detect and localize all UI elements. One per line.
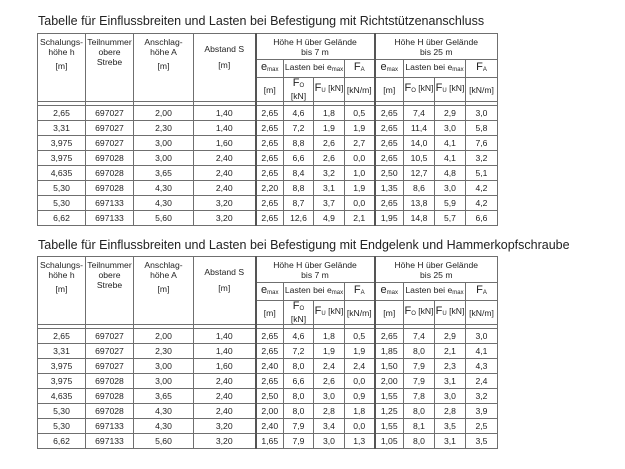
table-cell: 3,5 xyxy=(466,434,498,449)
table-cell: 2,50 xyxy=(256,389,284,404)
table-cell: 3,2 xyxy=(314,166,345,181)
table-row xyxy=(38,136,498,151)
table-cell: 2,9 xyxy=(435,329,466,344)
table-cell: 2,6 xyxy=(314,151,345,166)
table-cell: 697028 xyxy=(86,374,134,389)
table-cell: 697027 xyxy=(86,344,134,359)
table-cell: 3,0 xyxy=(466,106,498,121)
table-cell: 4,6 xyxy=(284,106,314,121)
table-cell: 3,00 xyxy=(134,374,194,389)
table-cell: 2,40 xyxy=(194,181,256,196)
table-cell: 2,8 xyxy=(435,404,466,419)
table-cell: 2,50 xyxy=(375,166,404,181)
table-cell: 8,0 xyxy=(284,404,314,419)
table-cell: 4,6 xyxy=(284,329,314,344)
table-cell: 3,20 xyxy=(194,211,256,226)
table-1 xyxy=(37,33,498,226)
table-cell: 4,1 xyxy=(435,151,466,166)
table-cell: 2,3 xyxy=(435,359,466,374)
table-cell: 697133 xyxy=(86,196,134,211)
table-cell: 4,1 xyxy=(466,344,498,359)
table-cell: 7,2 xyxy=(284,344,314,359)
table-cell: 1,9 xyxy=(314,121,345,136)
table-cell: 1,40 xyxy=(194,344,256,359)
table-cell: 3,2 xyxy=(466,151,498,166)
table-cell: 7,9 xyxy=(284,434,314,449)
table-row xyxy=(38,211,498,226)
table-cell: 7,4 xyxy=(404,329,435,344)
table-cell: 2,00 xyxy=(134,329,194,344)
header-e-max: emax xyxy=(256,60,284,78)
table-cell: 1,3 xyxy=(345,434,375,449)
table-cell: 8,7 xyxy=(284,196,314,211)
unit-fu: FU [kN] xyxy=(314,301,345,325)
table-cell: 0,0 xyxy=(345,374,375,389)
table-cell: 697028 xyxy=(86,389,134,404)
table-cell: 2,1 xyxy=(345,211,375,226)
table-row xyxy=(38,374,498,389)
table-row xyxy=(38,434,498,449)
unit-kn-m: [kN/m] xyxy=(466,301,498,325)
table-row xyxy=(38,389,498,404)
table-cell: 2,65 xyxy=(256,196,284,211)
table-cell: 2,65 xyxy=(256,374,284,389)
table-cell: 8,8 xyxy=(284,136,314,151)
table-cell: 3,2 xyxy=(466,389,498,404)
table-cell: 2,65 xyxy=(375,106,404,121)
table-cell: 8,0 xyxy=(404,434,435,449)
unit-m: [m] xyxy=(375,301,404,325)
table-cell: 3,20 xyxy=(194,196,256,211)
table-cell: 11,4 xyxy=(404,121,435,136)
table-cell: 2,65 xyxy=(375,329,404,344)
table-cell: 5,30 xyxy=(38,404,86,419)
table-cell: 2,8 xyxy=(314,404,345,419)
header-anschlaghoehe: Anschlag- höhe A [m] xyxy=(134,34,194,102)
table-row xyxy=(38,106,498,121)
header-teilnummer: Teilnummer obere Strebe xyxy=(86,257,134,325)
table-cell: 1,8 xyxy=(314,329,345,344)
table-cell: 4,635 xyxy=(38,389,86,404)
table-cell: 2,00 xyxy=(134,106,194,121)
header-abstand: Abstand S [m] xyxy=(194,34,256,102)
header-group-7m: Höhe H über Gelände bis 7 m xyxy=(256,257,375,283)
table-cell: 1,05 xyxy=(375,434,404,449)
table-cell: 3,31 xyxy=(38,121,86,136)
table-cell: 3,0 xyxy=(435,121,466,136)
table-cell: 4,2 xyxy=(466,196,498,211)
unit-fu: FU [kN] xyxy=(435,301,466,325)
header-abstand: Abstand S [m] xyxy=(194,257,256,325)
table-cell: 2,20 xyxy=(256,181,284,196)
table-cell: 2,40 xyxy=(194,166,256,181)
header-lasten: Lasten bei emax xyxy=(284,60,345,78)
header-lasten: Lasten bei emax xyxy=(284,283,345,301)
table-cell: 1,9 xyxy=(345,344,375,359)
table-cell: 697027 xyxy=(86,121,134,136)
unit-fu: FU [kN] xyxy=(435,78,466,102)
table-cell: 14,0 xyxy=(404,136,435,151)
table-cell: 0,5 xyxy=(345,329,375,344)
table-2 xyxy=(37,256,498,449)
table-cell: 4,30 xyxy=(134,196,194,211)
table-cell: 7,6 xyxy=(466,136,498,151)
table-cell: 697027 xyxy=(86,136,134,151)
table-cell: 3,0 xyxy=(466,329,498,344)
table-cell: 1,60 xyxy=(194,359,256,374)
table-cell: 5,7 xyxy=(435,211,466,226)
table-cell: 2,6 xyxy=(314,374,345,389)
table-cell: 3,975 xyxy=(38,136,86,151)
table-cell: 1,50 xyxy=(375,359,404,374)
table-cell: 5,60 xyxy=(134,434,194,449)
header-lasten: Lasten bei emax xyxy=(404,283,466,301)
table-cell: 3,975 xyxy=(38,374,86,389)
table-cell: 3,65 xyxy=(134,389,194,404)
header-f-a: FA xyxy=(345,283,375,301)
table-cell: 5,60 xyxy=(134,211,194,226)
table-cell: 3,0 xyxy=(314,434,345,449)
table-row xyxy=(38,121,498,136)
table-cell: 0,9 xyxy=(345,389,375,404)
table-cell: 7,9 xyxy=(404,374,435,389)
unit-fu: FU [kN] xyxy=(314,78,345,102)
table-cell: 4,2 xyxy=(466,181,498,196)
table-cell: 2,40 xyxy=(256,419,284,434)
unit-fo: FO [kN] xyxy=(404,301,435,325)
unit-fo: FO [kN] xyxy=(284,78,314,102)
table-cell: 3,65 xyxy=(134,166,194,181)
table-cell: 1,55 xyxy=(375,419,404,434)
table-cell: 8,8 xyxy=(284,181,314,196)
table-cell: 1,35 xyxy=(375,181,404,196)
table-cell: 3,0 xyxy=(314,389,345,404)
table-cell: 2,65 xyxy=(256,121,284,136)
table-cell: 7,2 xyxy=(284,121,314,136)
table-cell: 8,1 xyxy=(404,419,435,434)
table-cell: 697133 xyxy=(86,434,134,449)
table-cell: 4,3 xyxy=(466,359,498,374)
table-cell: 2,6 xyxy=(314,136,345,151)
table-cell: 0,0 xyxy=(345,151,375,166)
table-cell: 3,31 xyxy=(38,344,86,359)
table-cell: 697027 xyxy=(86,106,134,121)
table-cell: 7,9 xyxy=(404,359,435,374)
table-cell: 2,9 xyxy=(435,106,466,121)
table-cell: 2,65 xyxy=(38,106,86,121)
table-cell: 3,0 xyxy=(435,181,466,196)
table-cell: 697133 xyxy=(86,211,134,226)
table-row xyxy=(38,344,498,359)
header-lasten: Lasten bei emax xyxy=(404,60,466,78)
table-cell: 12,7 xyxy=(404,166,435,181)
table-cell: 3,00 xyxy=(134,136,194,151)
table-cell: 1,0 xyxy=(345,166,375,181)
table-cell: 1,40 xyxy=(194,329,256,344)
header-f-a: FA xyxy=(345,60,375,78)
table-cell: 10,5 xyxy=(404,151,435,166)
table-cell: 2,65 xyxy=(256,329,284,344)
table-cell: 697028 xyxy=(86,404,134,419)
table-cell: 8,6 xyxy=(404,181,435,196)
table-cell: 2,65 xyxy=(38,329,86,344)
table-cell: 0,0 xyxy=(345,419,375,434)
header-e-max: emax xyxy=(375,283,404,301)
table-cell: 3,5 xyxy=(435,419,466,434)
table-cell: 4,635 xyxy=(38,166,86,181)
table-cell: 1,40 xyxy=(194,106,256,121)
table-cell: 3,975 xyxy=(38,359,86,374)
table-cell: 2,00 xyxy=(375,374,404,389)
table-cell: 7,9 xyxy=(284,419,314,434)
table-cell: 5,30 xyxy=(38,181,86,196)
table-cell: 2,65 xyxy=(375,151,404,166)
table-cell: 1,65 xyxy=(256,434,284,449)
table-cell: 2,1 xyxy=(435,344,466,359)
table-cell: 3,1 xyxy=(314,181,345,196)
table-cell: 697028 xyxy=(86,166,134,181)
table-cell: 5,30 xyxy=(38,196,86,211)
table-cell: 5,9 xyxy=(435,196,466,211)
table-cell: 3,1 xyxy=(435,374,466,389)
table-cell: 2,65 xyxy=(256,136,284,151)
table-row xyxy=(38,166,498,181)
table-2-title: Tabelle für Einflussbreiten und Lasten bei Befestigung mit Endgelenk und Hammerkopfschraube xyxy=(38,238,570,252)
table-cell: 14,8 xyxy=(404,211,435,226)
table-cell: 1,8 xyxy=(314,106,345,121)
table-cell: 7,8 xyxy=(404,389,435,404)
table-cell: 3,1 xyxy=(435,434,466,449)
table-cell: 8,0 xyxy=(284,359,314,374)
table-cell: 3,975 xyxy=(38,151,86,166)
table-cell: 3,00 xyxy=(134,151,194,166)
table-cell: 2,7 xyxy=(345,136,375,151)
table-cell: 1,55 xyxy=(375,389,404,404)
table-cell: 697133 xyxy=(86,419,134,434)
table-cell: 13,8 xyxy=(404,196,435,211)
header-schalungshoehe: Schalungs- höhe h [m] xyxy=(38,257,86,325)
table-row xyxy=(38,151,498,166)
table-cell: 4,30 xyxy=(134,181,194,196)
table-cell: 1,25 xyxy=(375,404,404,419)
table-cell: 5,30 xyxy=(38,419,86,434)
table-cell: 6,6 xyxy=(284,151,314,166)
table-cell: 2,65 xyxy=(256,211,284,226)
table-cell: 2,65 xyxy=(375,196,404,211)
table-cell: 1,60 xyxy=(194,136,256,151)
table-cell: 2,5 xyxy=(466,419,498,434)
unit-m: [m] xyxy=(256,78,284,102)
table-cell: 2,4 xyxy=(345,359,375,374)
table-cell: 5,8 xyxy=(466,121,498,136)
table-cell: 6,62 xyxy=(38,211,86,226)
table-cell: 3,7 xyxy=(314,196,345,211)
unit-kn-m: [kN/m] xyxy=(345,78,375,102)
table-cell: 2,00 xyxy=(256,404,284,419)
table-cell: 8,0 xyxy=(284,389,314,404)
unit-fo: FO [kN] xyxy=(404,78,435,102)
table-cell: 2,65 xyxy=(256,151,284,166)
header-group-25m: Höhe H über Gelände bis 25 m xyxy=(375,34,498,60)
table-cell: 2,4 xyxy=(466,374,498,389)
header-anschlaghoehe: Anschlag- höhe A [m] xyxy=(134,257,194,325)
table-cell: 0,0 xyxy=(345,196,375,211)
table-cell: 3,20 xyxy=(194,419,256,434)
table-cell: 8,0 xyxy=(404,344,435,359)
table-cell: 1,8 xyxy=(345,404,375,419)
table-row xyxy=(38,419,498,434)
table-cell: 4,1 xyxy=(435,136,466,151)
header-e-max: emax xyxy=(256,283,284,301)
table-cell: 1,85 xyxy=(375,344,404,359)
table-cell: 697027 xyxy=(86,329,134,344)
table-cell: 697027 xyxy=(86,359,134,374)
header-teilnummer: Teilnummer obere Strebe xyxy=(86,34,134,102)
unit-fo: FO [kN] xyxy=(284,301,314,325)
table-cell: 2,40 xyxy=(194,151,256,166)
header-group-25m: Höhe H über Gelände bis 25 m xyxy=(375,257,498,283)
table-cell: 2,4 xyxy=(314,359,345,374)
table-cell: 697028 xyxy=(86,151,134,166)
table-cell: 3,0 xyxy=(435,389,466,404)
table-cell: 1,40 xyxy=(194,121,256,136)
table-1-title: Tabelle für Einflussbreiten und Lasten bei Befestigung mit Richtstützenanschluss xyxy=(38,14,485,28)
table-cell: 2,40 xyxy=(194,404,256,419)
table-cell: 1,9 xyxy=(314,344,345,359)
table-cell: 4,30 xyxy=(134,404,194,419)
table-cell: 2,40 xyxy=(256,359,284,374)
table-row xyxy=(38,329,498,344)
table-cell: 5,1 xyxy=(466,166,498,181)
table-cell: 8,0 xyxy=(404,404,435,419)
table-cell: 697028 xyxy=(86,181,134,196)
table-cell: 7,4 xyxy=(404,106,435,121)
table-cell: 3,9 xyxy=(466,404,498,419)
unit-kn-m: [kN/m] xyxy=(345,301,375,325)
table-row xyxy=(38,359,498,374)
table-cell: 3,20 xyxy=(194,434,256,449)
header-f-a: FA xyxy=(466,60,498,78)
table-cell: 3,4 xyxy=(314,419,345,434)
table-cell: 2,40 xyxy=(194,374,256,389)
table-cell: 2,65 xyxy=(375,121,404,136)
table-cell: 2,65 xyxy=(256,344,284,359)
unit-kn-m: [kN/m] xyxy=(466,78,498,102)
table-cell: 1,9 xyxy=(345,181,375,196)
table-cell: 2,30 xyxy=(134,344,194,359)
table-row xyxy=(38,404,498,419)
table-cell: 8,4 xyxy=(284,166,314,181)
table-row xyxy=(38,181,498,196)
table-cell: 2,65 xyxy=(256,106,284,121)
table-cell: 2,65 xyxy=(375,136,404,151)
unit-m: [m] xyxy=(375,78,404,102)
table-cell: 6,6 xyxy=(284,374,314,389)
table-cell: 4,30 xyxy=(134,419,194,434)
table-cell: 2,40 xyxy=(194,389,256,404)
table-cell: 2,30 xyxy=(134,121,194,136)
table-cell: 4,8 xyxy=(435,166,466,181)
table-cell: 6,6 xyxy=(466,211,498,226)
table-cell: 2,65 xyxy=(256,166,284,181)
table-cell: 3,00 xyxy=(134,359,194,374)
unit-m: [m] xyxy=(256,301,284,325)
table-cell: 12,6 xyxy=(284,211,314,226)
table-row xyxy=(38,196,498,211)
table-cell: 6,62 xyxy=(38,434,86,449)
table-cell: 1,9 xyxy=(345,121,375,136)
header-e-max: emax xyxy=(375,60,404,78)
header-f-a: FA xyxy=(466,283,498,301)
header-group-7m: Höhe H über Gelände bis 7 m xyxy=(256,34,375,60)
table-cell: 4,9 xyxy=(314,211,345,226)
table-cell: 0,5 xyxy=(345,106,375,121)
header-schalungshoehe: Schalungs- höhe h [m] xyxy=(38,34,86,102)
table-cell: 1,95 xyxy=(375,211,404,226)
